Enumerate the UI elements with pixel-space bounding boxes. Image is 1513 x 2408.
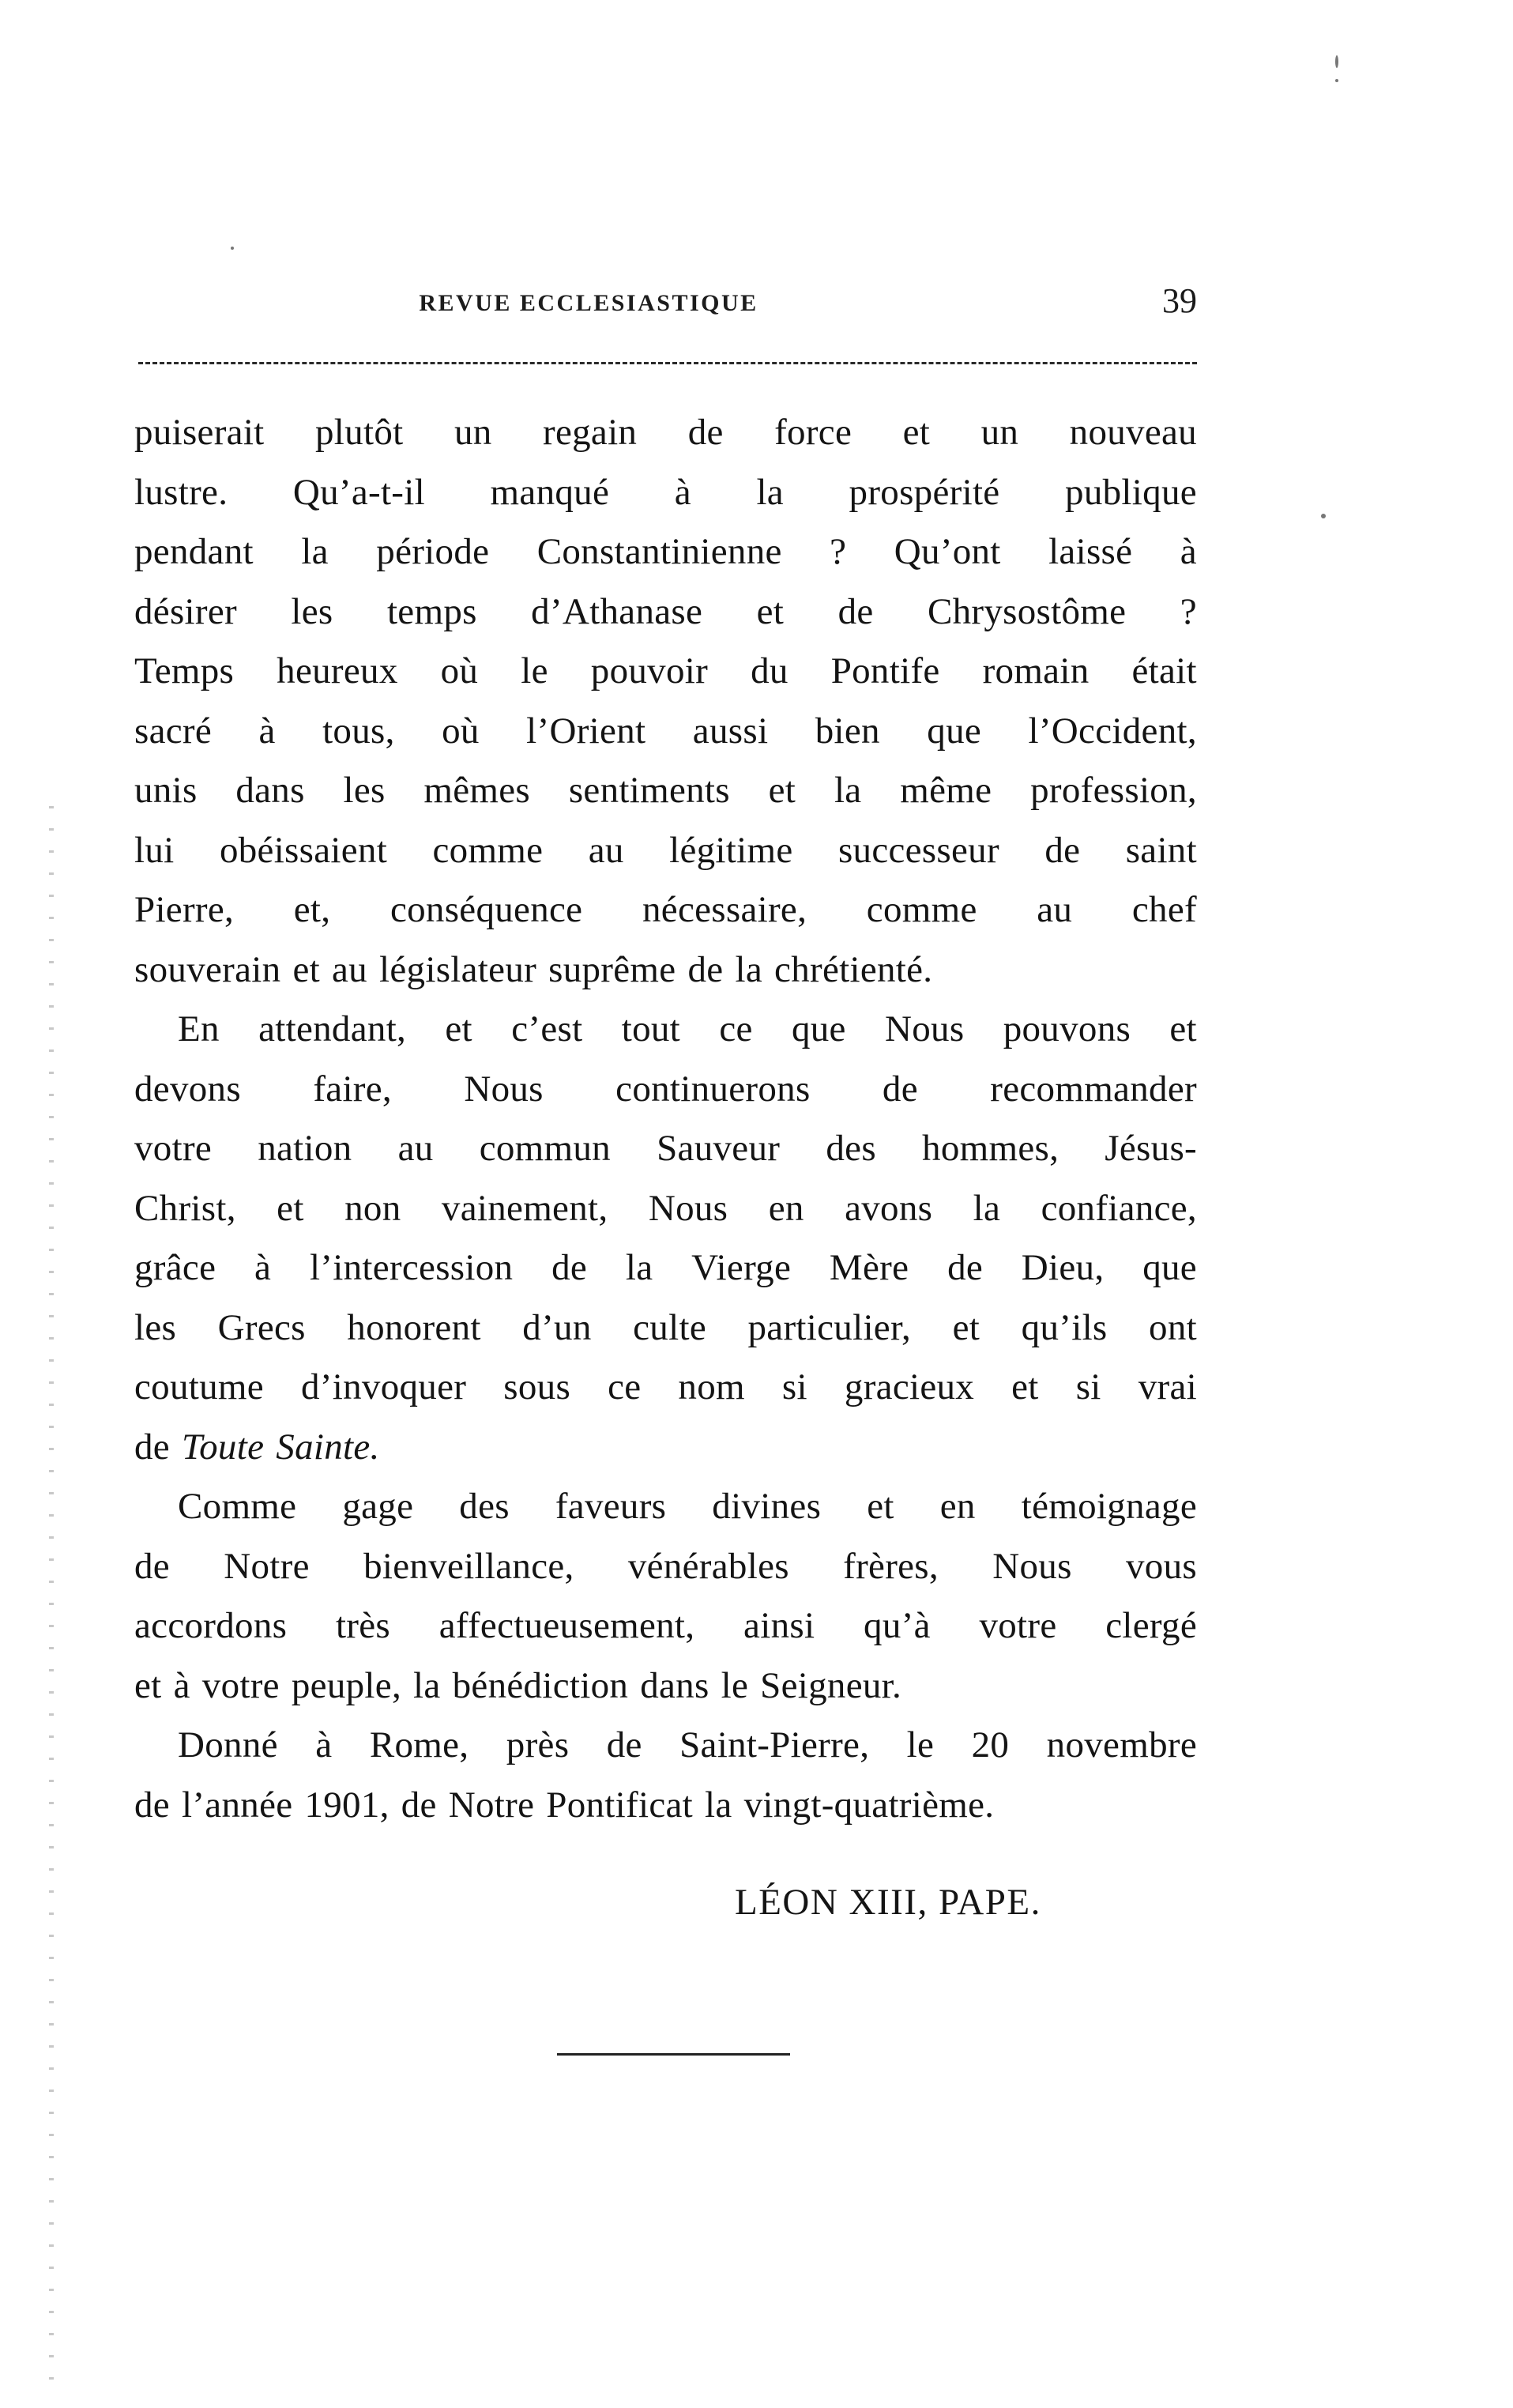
word: aussi (692, 710, 769, 752)
word: continuerons (615, 1068, 811, 1110)
word: si (1075, 1366, 1101, 1407)
word: dans (235, 770, 305, 811)
word: Donné (178, 1724, 278, 1765)
word: divines (712, 1486, 822, 1527)
word: chrétienté. (774, 948, 933, 990)
paragraph (134, 1477, 1197, 1716)
word: coutume (134, 1366, 264, 1407)
end-rule (557, 2053, 790, 2056)
word: hommes, (922, 1128, 1059, 1169)
signature: LÉON XIII, PAPE. (735, 1882, 1041, 1923)
word: Qu’ont (894, 531, 1001, 572)
word: Dieu, (1021, 1247, 1105, 1288)
word: et (445, 1008, 472, 1049)
word: le (521, 650, 548, 691)
word: temps (386, 590, 477, 632)
word: d’Athanase (531, 590, 703, 632)
text-line (134, 403, 1197, 463)
word: conséquence (390, 889, 583, 930)
word: et (1011, 1366, 1039, 1407)
word: attendant, (258, 1008, 407, 1049)
word: Notre (224, 1545, 310, 1587)
word: que (1142, 1247, 1197, 1288)
text-line (134, 463, 1197, 523)
word: ce (608, 1366, 642, 1407)
word: et (277, 1187, 304, 1229)
word: accordons (134, 1605, 288, 1646)
word: des (459, 1486, 510, 1527)
word: Comme (178, 1486, 297, 1527)
word: période (376, 531, 490, 572)
word: Toute (182, 1426, 265, 1468)
word: heureux (277, 650, 398, 691)
word: de (134, 1426, 170, 1468)
word: regain (543, 412, 638, 453)
word: chef (1131, 889, 1197, 930)
word: au (1037, 889, 1073, 930)
text-line (134, 1656, 1197, 1717)
text-line (134, 821, 1197, 881)
text-line (134, 1596, 1197, 1656)
word: puiserait (134, 412, 265, 453)
word: que (791, 1008, 846, 1049)
word: tous, (322, 710, 395, 752)
word: force (774, 412, 852, 453)
word: de (1044, 829, 1081, 871)
word: un (454, 412, 492, 453)
word: l’intercession (309, 1247, 514, 1288)
word: et (952, 1306, 980, 1348)
word: sous (503, 1366, 571, 1407)
text-line (134, 880, 1197, 940)
word: le (906, 1724, 935, 1765)
text-line (134, 1060, 1197, 1120)
word: du (751, 650, 788, 691)
word: était (1131, 650, 1197, 691)
word: la (625, 1247, 653, 1288)
word: sacré (134, 710, 213, 752)
word: 20 (971, 1724, 1010, 1765)
word: ont (1149, 1306, 1197, 1348)
word: comme (866, 889, 977, 930)
word: de (947, 1247, 984, 1288)
word: nation (258, 1128, 352, 1169)
word: désirer (134, 590, 237, 632)
word: à (674, 471, 691, 513)
word: frères, (843, 1545, 939, 1587)
word: peuple, (291, 1664, 402, 1706)
word: bienveillance, (363, 1545, 574, 1587)
word: en (939, 1486, 976, 1527)
word: de (837, 590, 874, 632)
word: à (173, 1664, 190, 1706)
word: c’est (511, 1008, 583, 1049)
word: pendant (134, 531, 254, 572)
word: l’Orient (526, 710, 646, 752)
word: d’invoquer (300, 1366, 467, 1407)
word: qu’à (864, 1605, 931, 1646)
word: à (1180, 531, 1197, 572)
text-line (134, 1358, 1197, 1418)
word: de (687, 948, 724, 990)
word: vingt-quatrième. (743, 1784, 995, 1826)
word: Nous (648, 1187, 728, 1229)
word: l’Occident, (1028, 710, 1197, 752)
word: Seigneur. (760, 1664, 902, 1706)
word: qu’ils (1021, 1306, 1108, 1348)
word: novembre (1046, 1724, 1197, 1765)
word: à (315, 1724, 333, 1765)
word: Temps (134, 650, 235, 691)
word: et (768, 770, 796, 811)
text-line (134, 582, 1197, 643)
scan-speck (1321, 514, 1326, 518)
word: où (442, 710, 480, 752)
paragraph (134, 1716, 1197, 1835)
word: Saint-Pierre, (679, 1724, 870, 1765)
text-line (134, 642, 1197, 702)
word: de (401, 1784, 437, 1826)
word: très (335, 1605, 390, 1646)
word: et (867, 1486, 894, 1527)
word: plutôt (315, 412, 404, 453)
word: non (344, 1187, 401, 1229)
word: au (332, 948, 367, 990)
word: recommander (990, 1068, 1197, 1110)
word: ce (719, 1008, 753, 1049)
word: gage (342, 1486, 414, 1527)
word: vrai (1138, 1366, 1197, 1407)
word: Sauveur (657, 1128, 781, 1169)
word: de (687, 412, 724, 453)
word: à (254, 1247, 272, 1288)
word: successeur (837, 829, 999, 871)
word: de (551, 1247, 588, 1288)
word: bien (815, 710, 880, 752)
word: obéissaient (219, 829, 388, 871)
word: faire, (313, 1068, 392, 1110)
word: En (178, 1008, 220, 1049)
word: et, (293, 889, 331, 930)
page-number: 39 (1162, 281, 1197, 320)
word: Pierre, (134, 889, 235, 930)
word: nouveau (1069, 412, 1197, 453)
word: l’année (182, 1784, 293, 1826)
text-line (134, 1537, 1197, 1597)
word: la (413, 1664, 441, 1706)
word: Qu’a-t-il (292, 471, 425, 513)
word: devons (134, 1068, 241, 1110)
word: les (291, 590, 333, 632)
word: Pontife (830, 650, 940, 691)
word: pouvons (1003, 1008, 1131, 1049)
word: et (292, 948, 320, 990)
word: la (756, 471, 784, 513)
word: Sainte. (276, 1426, 380, 1468)
word: votre (979, 1605, 1057, 1646)
text-line (134, 1238, 1197, 1298)
word: Nous (884, 1008, 965, 1049)
word: au (397, 1128, 434, 1169)
word: des (826, 1128, 876, 1169)
scan-speck (1335, 55, 1338, 68)
word: que (927, 710, 982, 752)
word: confiance, (1041, 1187, 1197, 1229)
word: lustre. (134, 471, 228, 513)
word: d’un (522, 1306, 592, 1348)
word: vous (1125, 1545, 1197, 1587)
word: Constantinienne (536, 531, 782, 572)
word: votre (201, 1664, 280, 1706)
word: romain (982, 650, 1090, 691)
word: nécessaire, (642, 889, 807, 930)
word: souverain (134, 948, 281, 990)
word: laissé (1048, 531, 1133, 572)
text-line (134, 1716, 1197, 1776)
word: affectueusement, (438, 1605, 695, 1646)
word: Rome, (369, 1724, 469, 1765)
word: la (973, 1187, 1001, 1229)
word: si (781, 1366, 807, 1407)
word: témoignage (1021, 1486, 1197, 1527)
word: même (900, 770, 992, 811)
word: profession, (1030, 770, 1197, 811)
header-rule (138, 362, 1197, 364)
word: et (1169, 1008, 1197, 1049)
word: culte (633, 1306, 706, 1348)
text-line (134, 522, 1197, 582)
word: pouvoir (590, 650, 709, 691)
word: Christ, (134, 1187, 236, 1229)
word: de (134, 1545, 170, 1587)
word: nom (678, 1366, 745, 1407)
word: Grecs (217, 1306, 306, 1348)
word: législateur (379, 948, 537, 990)
word: tout (621, 1008, 681, 1049)
word: vainement, (441, 1187, 608, 1229)
word: la (705, 1784, 732, 1826)
word: dans (640, 1664, 709, 1706)
word: Jésus- (1105, 1128, 1197, 1169)
word: à (258, 710, 276, 752)
running-head (134, 281, 1197, 328)
word: vénérables (627, 1545, 789, 1587)
word: près (506, 1724, 570, 1765)
word: et (756, 590, 785, 632)
word: faveurs (555, 1486, 667, 1527)
word: Vierge (691, 1247, 792, 1288)
word: légitime (669, 829, 793, 871)
word: en (768, 1187, 804, 1229)
word: manqué (490, 471, 610, 513)
word: prospérité (849, 471, 1000, 513)
word: clergé (1105, 1605, 1197, 1646)
word: de (606, 1724, 642, 1765)
word: Chrysostôme (927, 590, 1127, 632)
word: mêmes (423, 770, 531, 811)
word: la (735, 948, 762, 990)
word: Nous (992, 1545, 1072, 1587)
text-line (134, 940, 1197, 1001)
paragraph (134, 403, 1197, 1000)
word: les (134, 1306, 177, 1348)
scan-speck (231, 247, 234, 250)
word: un (980, 412, 1019, 453)
text-line (134, 1418, 1197, 1478)
word: de (882, 1068, 918, 1110)
word: honorent (347, 1306, 481, 1348)
word: Nous (464, 1068, 544, 1110)
text-line (134, 1119, 1197, 1179)
word: où (440, 650, 479, 691)
running-title: REVUE ECCLESIASTIQUE (419, 290, 758, 316)
word: Pontificat (546, 1784, 694, 1826)
word: particulier, (747, 1306, 912, 1348)
word: de (134, 1784, 170, 1826)
body-text (134, 403, 1197, 1835)
text-line (134, 1776, 1197, 1836)
word: commun (479, 1128, 611, 1169)
text-line (134, 761, 1197, 821)
word: ? (1180, 590, 1197, 632)
scan-speck (1335, 79, 1338, 82)
word: publique (1065, 471, 1197, 513)
word: saint (1125, 829, 1197, 871)
text-line (134, 1298, 1197, 1359)
text-line (134, 702, 1197, 762)
scan-margin-artifacts (49, 806, 54, 2387)
word: ainsi (743, 1605, 815, 1646)
word: la (301, 531, 329, 572)
word: ? (830, 531, 847, 572)
word: la (834, 770, 862, 811)
word: lui (134, 829, 175, 871)
word: sentiments (568, 770, 730, 811)
word: Notre (448, 1784, 535, 1826)
text-line (134, 1000, 1197, 1060)
word: les (343, 770, 386, 811)
word: gracieux (844, 1366, 975, 1407)
word: et (134, 1664, 162, 1706)
word: votre (134, 1128, 213, 1169)
word: au (588, 829, 624, 871)
text-line (134, 1477, 1197, 1537)
word: le (721, 1664, 749, 1706)
text-line (134, 1179, 1197, 1239)
word: unis (134, 770, 198, 811)
paragraph (134, 1000, 1197, 1477)
word: Mère (829, 1247, 909, 1288)
word: suprême (548, 948, 676, 990)
word: comme (432, 829, 544, 871)
word: avons (845, 1187, 933, 1229)
word: bénédiction (452, 1664, 629, 1706)
word: 1901, (304, 1784, 390, 1826)
word: grâce (134, 1247, 216, 1288)
word: et (902, 412, 931, 453)
